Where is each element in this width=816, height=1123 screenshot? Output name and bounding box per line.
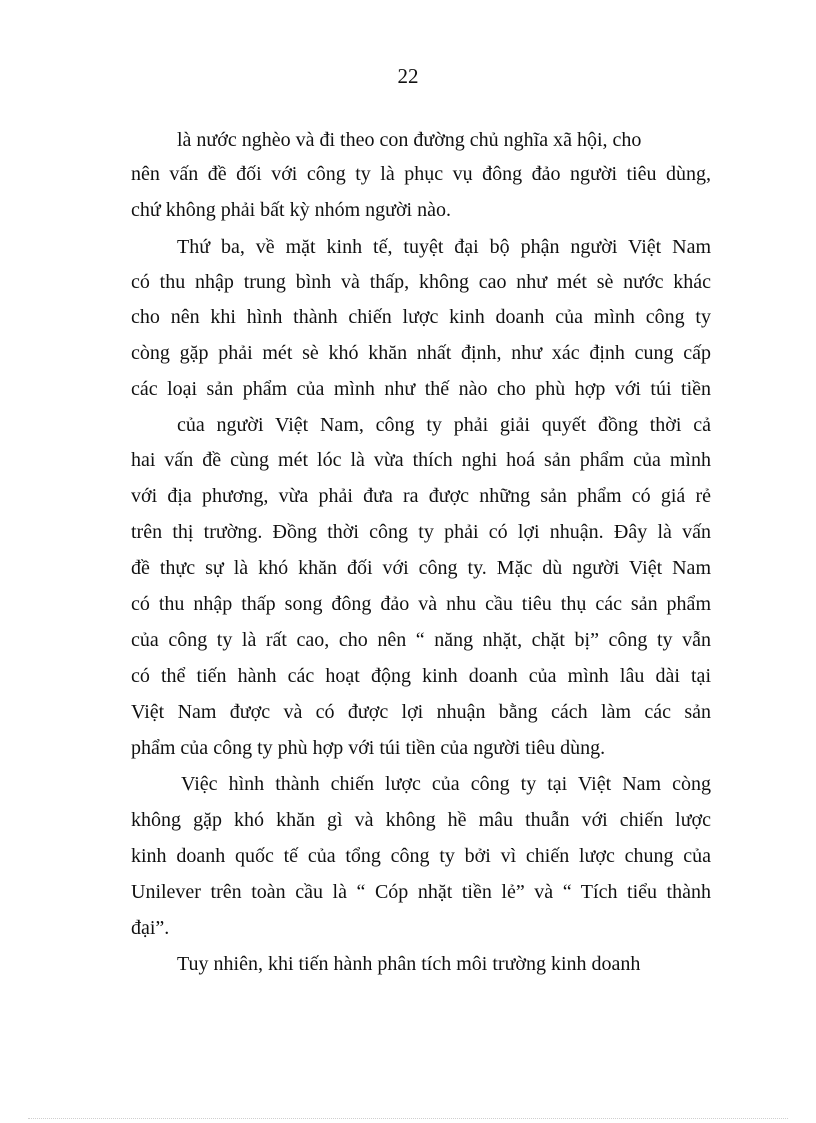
text-line: có thu nhập trung bình và thấp, không cao như mét sè nước khác	[131, 271, 711, 293]
text-line: của công ty là rất cao, cho nên “ năng nhặt, chặt bị” công ty vẫn	[131, 629, 711, 651]
text-line: Tuy nhiên, khi tiến hành phân tích môi trường kinh doanh	[177, 953, 641, 975]
page-bottom-rule	[28, 1118, 788, 1119]
text-line: Unilever trên toàn cầu là “ Cóp nhặt tiền lẻ” và “ Tích tiểu thành	[131, 881, 711, 903]
text-line: còng gặp phải mét sè khó khăn nhất định, như xác định cung cấp	[131, 342, 711, 364]
text-line: của người Việt Nam, công ty phải giải quyết đồng thời cả	[177, 414, 711, 436]
text-line: với địa phương, vừa phải đưa ra được những sản phẩm có giá rẻ	[131, 485, 711, 507]
text-line: có thể tiến hành các hoạt động kinh doanh của mình lâu dài tại	[131, 665, 711, 687]
text-line: cho nên khi hình thành chiến lược kinh doanh của mình công ty	[131, 306, 711, 328]
page-number: 22	[397, 64, 419, 88]
text-line: Thứ ba, về mặt kinh tế, tuyệt đại bộ phận người Việt Nam	[177, 236, 711, 258]
text-line: hai vấn đề cùng mét lóc là vừa thích nghi hoá sản phẩm của mình	[131, 449, 711, 471]
text-line: nên vấn đề đối với công ty là phục vụ đông đảo người tiêu dùng,	[131, 163, 711, 185]
text-line: Việc hình thành chiến lược của công ty tại Việt Nam còng	[181, 773, 711, 795]
text-line: trên thị trường. Đồng thời công ty phải có lợi nhuận. Đây là vấn	[131, 521, 711, 543]
text-line: đại”.	[131, 917, 170, 939]
text-line: Việt Nam được và có được lợi nhuận bằng cách làm các sản	[131, 701, 711, 723]
text-line: chứ không phải bất kỳ nhóm người nào.	[131, 199, 451, 221]
text-line: các loại sản phẩm của mình như thế nào cho phù hợp với túi tiền	[131, 378, 711, 400]
text-line: kinh doanh quốc tế của tổng công ty bởi vì chiến lược chung của	[131, 845, 711, 867]
text-line: không gặp khó khăn gì và không hề mâu thuẫn với chiến lược	[131, 809, 711, 831]
text-line: có thu nhập thấp song đông đảo và nhu cầu tiêu thụ các sản phẩm	[131, 593, 711, 615]
text-line: phẩm của công ty phù hợp với túi tiền của người tiêu dùng.	[131, 737, 606, 759]
text-line: đề thực sự là khó khăn đối với công ty. Mặc dù người Việt Nam	[131, 557, 711, 579]
text-line: là nước nghèo và đi theo con đường chủ nghĩa xã hội, cho	[177, 129, 642, 151]
